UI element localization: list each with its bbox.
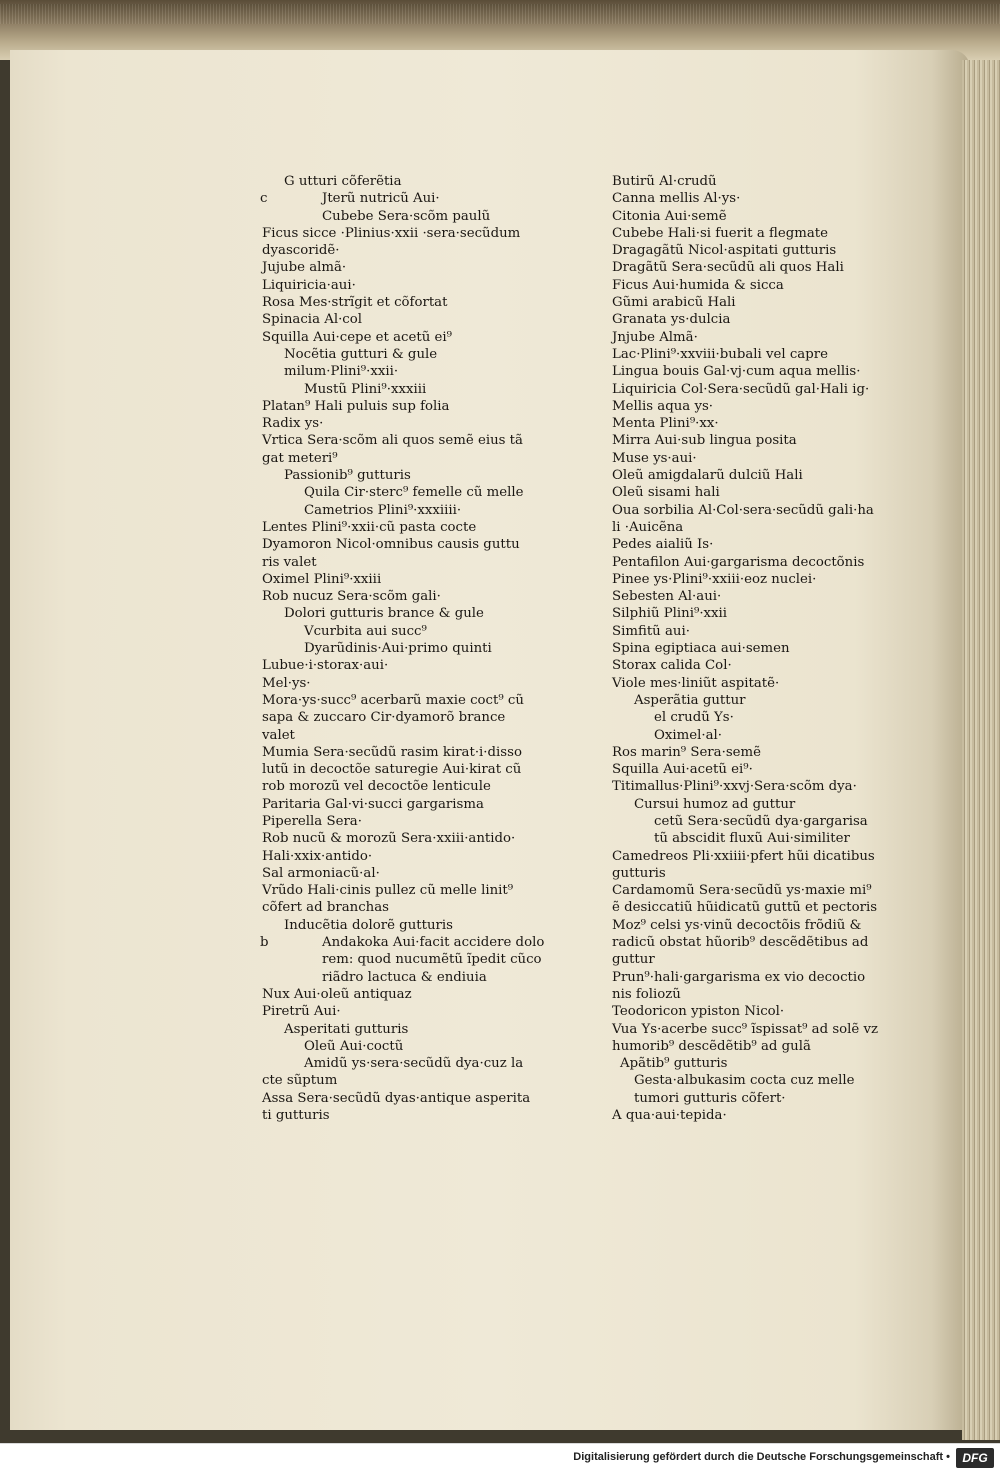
line-text: Hali·xxix·antido·	[262, 848, 373, 864]
text-line	[262, 1003, 572, 1020]
line-text: gutturis	[612, 865, 666, 881]
text-line	[262, 467, 572, 484]
text-line	[262, 1090, 572, 1107]
text-column-left	[262, 173, 572, 1124]
line-text: Radix ys·	[262, 416, 324, 432]
text-line	[262, 225, 572, 242]
line-text: Dragagãtũ Nicol·aspitati gutturis	[612, 243, 837, 259]
line-text: Liquiricia·aui·	[262, 277, 356, 293]
line-text: Mirra Aui·sub lingua posita	[612, 433, 797, 449]
text-line	[262, 899, 572, 916]
text-line	[262, 398, 572, 415]
line-text: Lentes Plini⁹·xxii·cũ pasta cocte	[262, 519, 477, 535]
text-line	[262, 917, 572, 934]
line-text: Vrtica Sera·scõm ali quos semẽ eius tã	[262, 433, 523, 449]
text-line	[262, 415, 572, 432]
line-text: humorib⁹ descẽdẽtib⁹ ad gulã	[612, 1038, 811, 1054]
text-line	[612, 934, 942, 951]
line-text: Assa Sera·secũdũ dyas·antique asperita	[262, 1090, 531, 1106]
text-line	[262, 311, 572, 328]
text-line	[262, 657, 572, 674]
line-text: guttur	[612, 952, 655, 968]
line-text: Simfitũ aui·	[612, 623, 690, 639]
text-line	[612, 225, 942, 242]
text-line	[262, 951, 572, 968]
line-text: Nux Aui·oleũ antiquaz	[262, 986, 412, 1002]
text-line	[262, 536, 572, 553]
text-line	[262, 173, 572, 190]
line-text: Dyamoron Nicol·omnibus causis guttu	[262, 537, 520, 553]
line-text: Butirũ Al·crudũ	[612, 174, 717, 189]
text-line	[262, 830, 572, 847]
line-text: Rob nucũ & morozũ Sera·xxiii·antido·	[262, 831, 516, 847]
line-text: Mel·ys·	[262, 675, 311, 691]
text-line	[262, 484, 572, 501]
line-text: sapa & zuccaro Cir·dyamorõ brance	[262, 710, 506, 726]
text-line	[262, 432, 572, 449]
line-text: Dyarũdinis·Aui·primo quinti	[304, 641, 492, 657]
footer-credit: Digitalisierung gefördert durch die Deutsche Forschungsgemeinschaft •	[573, 1451, 950, 1463]
book-fore-edge	[962, 60, 1000, 1440]
line-text: Sal armoniacũ·al·	[262, 865, 380, 881]
line-text: Oleũ sisami hali	[612, 485, 720, 501]
text-line	[612, 346, 942, 363]
line-text: Silphiũ Plini⁹·xxii	[612, 606, 728, 622]
text-line	[262, 554, 572, 571]
text-line	[612, 363, 942, 380]
text-line	[612, 1055, 942, 1072]
text-line	[262, 761, 572, 778]
line-text: Pedes aialiũ Is·	[612, 537, 714, 553]
line-text: Pinee ys·Plini⁹·xxiii·eoz nuclei·	[612, 571, 817, 587]
line-text: Viole mes·liniũt aspitatẽ·	[612, 675, 780, 691]
line-text: Gesta·albukasim cocta cuz melle	[634, 1073, 855, 1089]
text-line	[612, 986, 942, 1003]
text-line	[612, 1003, 942, 1020]
line-text: Prun⁹·hali·gargarisma ex vio decoctio	[612, 969, 866, 985]
line-text: el crudũ Ys·	[654, 710, 734, 726]
text-line	[612, 1090, 942, 1107]
line-text: Cubebe Hali·si fuerit a flegmate	[612, 225, 828, 241]
text-line	[612, 848, 942, 865]
line-text: riãdro lactuca & endiuia	[322, 969, 487, 985]
line-text: Asperãtia guttur	[634, 692, 746, 708]
line-text: Dragãtũ Sera·secũdũ ali quos Hali	[612, 260, 844, 276]
line-text: cetũ Sera·secũdũ dya·gargarisa	[654, 813, 868, 829]
line-text: Muse ys·aui·	[612, 450, 697, 466]
line-text: Platan⁹ Hali puluis sup folia	[262, 398, 450, 414]
line-text: Rosa Mes·strĩgit et cõfortat	[262, 295, 448, 311]
line-text: cõfert ad branchas	[262, 900, 389, 916]
text-line	[262, 363, 572, 380]
line-text: Lubue·i·storax·aui·	[262, 658, 389, 674]
text-line	[262, 502, 572, 519]
text-line	[612, 813, 942, 830]
text-line	[262, 934, 572, 951]
line-text: Canna mellis Al·ys·	[612, 191, 741, 207]
line-text: tumori gutturis cõfert·	[634, 1090, 786, 1106]
line-text: Oximel Plini⁹·xxiii	[262, 571, 382, 587]
line-text: Jujube almã·	[262, 260, 347, 276]
line-text: Cursui humoz ad guttur	[634, 796, 796, 812]
line-text: Cubebe Sera·scõm paulũ	[322, 208, 491, 224]
line-text: Camedreos Pli·xxiiii·pfert hũi dicatibus	[612, 848, 875, 864]
text-line	[262, 727, 572, 744]
text-line	[612, 381, 942, 398]
line-text: Pentafilon Aui·gargarisma decoctõnis	[612, 554, 865, 570]
line-text: Menta Plini⁹·xx·	[612, 416, 719, 432]
line-text: Lac·Plini⁹·xxviii·bubali vel capre	[612, 346, 828, 362]
marginal-letter: b	[260, 935, 269, 951]
text-line	[612, 1021, 942, 1038]
text-line	[612, 398, 942, 415]
text-line	[262, 605, 572, 622]
text-line	[262, 882, 572, 899]
text-line	[612, 675, 942, 692]
text-line	[612, 882, 942, 899]
text-line	[612, 432, 942, 449]
line-text: Quila Cir·sterc⁹ femelle cũ melle	[304, 485, 524, 501]
text-line	[612, 1038, 942, 1055]
text-line	[262, 259, 572, 276]
line-text: Inducẽtia dolorẽ gutturis	[284, 917, 453, 933]
text-line	[262, 1107, 572, 1124]
line-text: Teodoricon ypiston Nicol·	[612, 1004, 785, 1020]
line-text: Storax calida Col·	[612, 658, 732, 674]
line-text: ti gutturis	[262, 1108, 330, 1124]
text-line	[262, 519, 572, 536]
line-text: tũ abscidit fluxũ Aui·similiter	[654, 831, 850, 847]
text-line	[612, 329, 942, 346]
text-line	[262, 242, 572, 259]
line-text: G utturi cõferẽtia	[284, 174, 402, 189]
line-text: Mora·ys·succ⁹ acerbarũ maxie coct⁹ cũ	[262, 692, 524, 708]
line-text: Nocẽtia gutturi & gule	[284, 346, 438, 362]
text-line	[612, 467, 942, 484]
text-line	[262, 1038, 572, 1055]
line-text: Liquiricia Col·Sera·secũdũ gal·Hali ig·	[612, 381, 870, 397]
line-text: Moz⁹ celsi ys·vinũ decoctõis frõdiũ &	[612, 917, 862, 933]
text-line	[262, 796, 572, 813]
text-line	[262, 986, 572, 1003]
text-line	[612, 1107, 942, 1124]
line-text: rob morozũ vel decoctõe lenticule	[262, 779, 491, 795]
text-line	[262, 969, 572, 986]
line-text: Mellis aqua ys·	[612, 398, 714, 414]
line-text: Squilla Aui·cepe et acetũ ei⁹	[262, 329, 452, 345]
text-line	[262, 848, 572, 865]
text-line	[612, 657, 942, 674]
line-text: Vcurbita aui succ⁹	[304, 623, 427, 639]
line-text: Titimallus·Plini⁹·xxvj·Sera·scõm dya·	[612, 779, 857, 795]
line-text: Spinacia Al·col	[262, 312, 363, 328]
line-text: Cametrios Plini⁹·xxxiiii·	[304, 502, 462, 518]
line-text: dyascoridẽ·	[262, 243, 340, 259]
text-line	[612, 623, 942, 640]
line-text: Jterũ nutricũ Aui·	[322, 191, 440, 207]
line-text: Mumia Sera·secũdũ rasim kirat·i·disso	[262, 744, 522, 760]
line-text: Cardamomũ Sera·secũdũ ys·maxie mi⁹	[612, 883, 872, 899]
text-line	[612, 1072, 942, 1089]
text-line	[262, 277, 572, 294]
text-line	[262, 692, 572, 709]
text-line	[612, 502, 942, 519]
line-text: ris valet	[262, 554, 317, 570]
line-text: lutũ in decoctõe saturegie Aui·kirat cũ	[262, 762, 522, 778]
line-text: Oua sorbilia Al·Col·sera·secũdũ gali·ha	[612, 502, 874, 518]
text-line	[612, 294, 942, 311]
text-column-right	[612, 173, 942, 1124]
line-text: Ficus sicce ·Plinius·xxii ·sera·secũdum	[262, 225, 521, 241]
text-line	[612, 519, 942, 536]
line-text: A qua·aui·tepida·	[612, 1108, 727, 1124]
text-line	[262, 623, 572, 640]
line-text: Ros marin⁹ Sera·semẽ	[612, 744, 761, 760]
text-line	[262, 1021, 572, 1038]
text-line	[612, 899, 942, 916]
line-text: li ·Auicẽna	[612, 519, 684, 535]
text-line	[262, 1072, 572, 1089]
text-line	[262, 381, 572, 398]
line-text: Oximel·al·	[654, 727, 723, 743]
line-text: Paritaria Gal·vi·succi gargarisma	[262, 796, 484, 812]
line-text: Mustũ Plini⁹·xxxiii	[304, 381, 427, 397]
line-text: Granata ys·dulcia	[612, 312, 731, 328]
line-text: Passionib⁹ gutturis	[284, 468, 411, 484]
text-line	[612, 259, 942, 276]
line-text: ẽ desiccatiũ hũidicatũ guttũ et pectoris	[612, 900, 878, 916]
line-text: cte sũptum	[262, 1073, 338, 1089]
line-text: gat meteri⁹	[262, 450, 338, 466]
line-text: Andakoka Aui·facit accidere dolo	[322, 935, 545, 951]
line-text: rem: quod nucumẽtũ ĩpedit cũco	[322, 952, 542, 968]
text-line	[612, 311, 942, 328]
dfg-logo: DFG	[956, 1448, 994, 1468]
text-line	[612, 415, 942, 432]
text-line	[612, 536, 942, 553]
text-line	[262, 450, 572, 467]
text-line	[262, 709, 572, 726]
text-line	[262, 346, 572, 363]
text-line	[612, 865, 942, 882]
text-line	[612, 709, 942, 726]
text-line	[612, 830, 942, 847]
text-line	[262, 640, 572, 657]
text-line	[612, 588, 942, 605]
text-line	[612, 727, 942, 744]
line-text: Citonia Aui·semẽ	[612, 208, 727, 224]
line-text: Gũmi arabicũ Hali	[612, 295, 736, 311]
text-line	[262, 744, 572, 761]
line-text: Vrũdo Hali·cinis pullez cũ melle linit⁹	[262, 883, 514, 899]
text-line	[612, 277, 942, 294]
text-line	[612, 969, 942, 986]
text-line	[612, 554, 942, 571]
text-line	[262, 208, 572, 225]
text-line	[612, 761, 942, 778]
line-text: Oleũ amigdalarũ dulciũ Hali	[612, 468, 803, 484]
text-line	[612, 778, 942, 795]
text-line	[612, 692, 942, 709]
line-text: Sebesten Al·aui·	[612, 589, 722, 605]
line-text: Lingua bouis Gal·vj·cum aqua mellis·	[612, 364, 861, 380]
line-text: Apãtib⁹ gutturis	[620, 1056, 728, 1072]
line-text: Jnjube Almã·	[612, 329, 698, 345]
line-text: Piretrũ Aui·	[262, 1004, 341, 1020]
text-line	[262, 865, 572, 882]
line-text: Ficus Aui·humida & sicca	[612, 277, 784, 293]
text-line	[612, 951, 942, 968]
text-line	[612, 571, 942, 588]
text-line	[262, 294, 572, 311]
line-text: radicũ obstat hũorib⁹ descẽdẽtibus ad	[612, 935, 869, 951]
text-line	[262, 813, 572, 830]
text-line	[612, 605, 942, 622]
text-line	[262, 571, 572, 588]
text-line	[262, 588, 572, 605]
text-line	[262, 778, 572, 795]
text-line	[612, 640, 942, 657]
line-text: nis foliozũ	[612, 986, 681, 1002]
line-text: milum·Plini⁹·xxii·	[284, 364, 399, 380]
text-line	[262, 1055, 572, 1072]
text-line	[262, 190, 572, 207]
text-line	[612, 917, 942, 934]
text-line	[612, 450, 942, 467]
line-text: Spina egiptiaca aui·semen	[612, 641, 790, 657]
text-line	[612, 208, 942, 225]
line-text: Oleũ Aui·coctũ	[304, 1038, 404, 1054]
text-line	[262, 675, 572, 692]
line-text: Piperella Sera·	[262, 813, 362, 829]
line-text: valet	[262, 727, 295, 743]
line-text: Asperitati gutturis	[284, 1021, 409, 1037]
text-line	[612, 744, 942, 761]
line-text: Dolori gutturis brance & gule	[284, 606, 484, 622]
footer-bar	[0, 1443, 1000, 1472]
marginal-letter: c	[260, 191, 268, 207]
text-line	[612, 190, 942, 207]
text-line	[262, 329, 572, 346]
line-text: Vua Ys·acerbe succ⁹ ĩspissat⁹ ad solẽ vz	[612, 1021, 879, 1037]
line-text: Squilla Aui·acetũ ei⁹·	[612, 762, 753, 778]
line-text: Amidũ ys·sera·secũdũ dya·cuz la	[304, 1056, 524, 1072]
text-line	[612, 796, 942, 813]
line-text: Rob nucuz Sera·scõm gali·	[262, 589, 441, 605]
text-line	[612, 242, 942, 259]
text-line	[612, 173, 942, 190]
text-line	[612, 484, 942, 501]
